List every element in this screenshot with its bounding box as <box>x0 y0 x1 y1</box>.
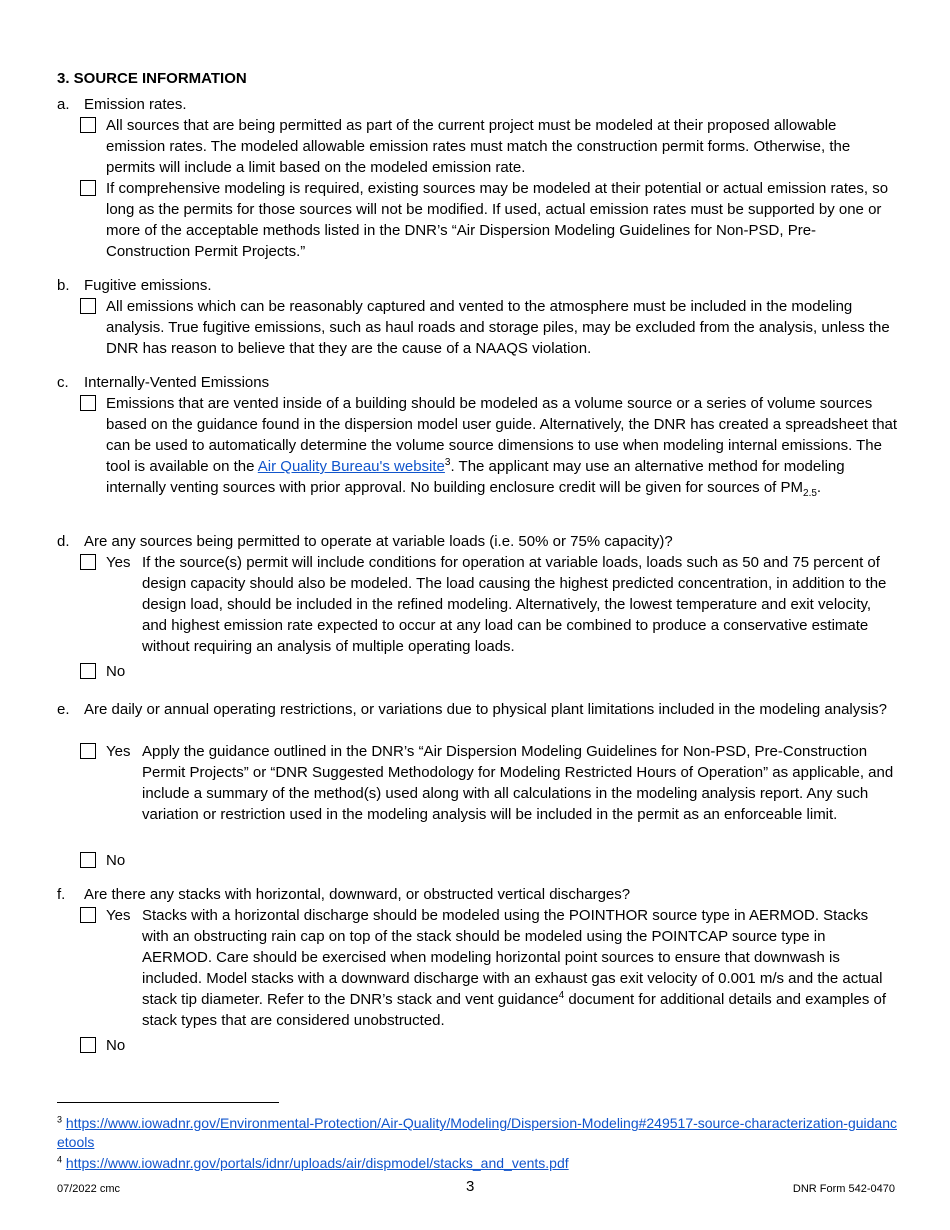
section-a-letter: a. <box>57 96 70 113</box>
section-f-no-label: No <box>106 1037 126 1054</box>
section-e-letter: e. <box>57 701 70 718</box>
section-c-item-1-text <box>106 393 898 498</box>
section-c-text-part1: Emissions that are vented inside of a building should be modeled as a volume source or a series of volume sources based on the guidance found in the dispersion model user guide. Alternatively, the DNR has created a spreadsheet that can be used to automatically determine the volume source dimensions to use when modeling internal emissions. The tool is available on the <box>106 395 898 475</box>
section-c-text-part3: . <box>816 479 822 496</box>
page-number: 3 <box>466 1178 475 1195</box>
section-d-yes-label: Yes <box>106 554 131 571</box>
footer-date: 07/2022 cmc <box>57 1183 120 1195</box>
checkbox-a2[interactable] <box>80 180 96 196</box>
section-c-text-part2: . The applicant may use an alternative method for modeling internally venting sources with prior approval. No building enclosure credit will be given for sources of PM <box>106 458 845 496</box>
section-e-yes-text: Apply the guidance outlined in the DNR’s “Air Dispersion Modeling Guidelines for Non-PSD, Pre-Construction Permit Projects” or “DNR Suggested Methodology for Modeling Restricted Hours of Operation” as applicable, and include a summary of the method(s) used along with all calculations in the modeling analysis report. Any such variation or restriction used in the modeling analysis will be included in the permit as an enforceable limit. <box>142 743 894 823</box>
checkbox-d-no[interactable] <box>80 663 96 679</box>
form-number: DNR Form 542-0470 <box>792 1183 895 1195</box>
footnote-divider <box>57 1102 279 1103</box>
checkbox-a1[interactable] <box>80 117 96 133</box>
checkbox-f-no[interactable] <box>80 1037 96 1053</box>
section-b-title: Fugitive emissions. <box>84 277 212 294</box>
section-e-title: Are daily or annual operating restrictions, or variations due to physical plant limitations included in the modeling analysis? <box>84 701 887 718</box>
checkbox-e-yes[interactable] <box>80 743 96 759</box>
section-f-yes-label: Yes <box>106 907 131 924</box>
section-f-yes-text <box>142 905 898 1031</box>
checkbox-d-yes[interactable] <box>80 554 96 570</box>
footnote-ref-3: 3 <box>444 457 451 468</box>
section-a-item-1-text: All sources that are being permitted as part of the current project must be modeled at their proposed allowable emission rates. The modeled allowable emission rates must match the construction permit forms. Otherwise, the permits will include a limit based on the modeled emission rate. <box>106 117 851 176</box>
pm-subscript: 2.5 <box>803 488 817 499</box>
section-d-yes-text: If the source(s) permit will include conditions for operation at variable loads, loads such as 50 and 75 percent of design capacity should also be modeled. The load causing the highest predicted concentration, in addition to the design load, should be included in the refined modeling. Alternatively, the lowest temperature and exit velocity, and highest emission rate expected to occur at any load can be combined to produce a conservative estimate without requiring an analysis of multiple operating loads. <box>142 554 887 655</box>
checkbox-f-yes[interactable] <box>80 907 96 923</box>
section-e-yes-label: Yes <box>106 743 131 760</box>
checkbox-b1[interactable] <box>80 298 96 314</box>
section-f-yes-text-part2: document for additional details and examples of stack types that are considered unobstructed. <box>142 991 887 1029</box>
section-d-title: Are any sources being permitted to operate at variable loads (i.e. 50% or 75% capacity)? <box>84 533 673 550</box>
footnote-3-number: 3 <box>57 1114 63 1125</box>
footnote-4-number: 4 <box>57 1154 63 1165</box>
footnote-ref-4: 4 <box>558 990 565 1001</box>
air-quality-bureau-link[interactable]: Air Quality Bureau's website <box>257 458 445 475</box>
section-a-item-2-text: If comprehensive modeling is required, existing sources may be modeled at their potential or actual emission rates, so long as the permits for those sources will not be modified. If used, actual emission rates must be supported by one or more of the acceptable methods listed in the DNR’s “Air Dispersion Modeling Guidelines for Non-PSD, Pre-Construction Permit Projects.” <box>106 180 889 260</box>
section-a-title: Emission rates. <box>84 96 187 113</box>
section-b-letter: b. <box>57 277 70 294</box>
checkbox-c1[interactable] <box>80 395 96 411</box>
section-b-item-1-text: All emissions which can be reasonably captured and vented to the atmosphere must be included in the modeling analysis. True fugitive emissions, such as haul roads and storage piles, may be excluded from the analysis, unless the DNR has reason to believe that they are the cause of a NAAQS violation. <box>106 298 890 357</box>
section-d-no-label: No <box>106 663 126 680</box>
footnote-3 <box>57 1114 902 1152</box>
footnote-4 <box>57 1154 902 1173</box>
section-f-letter: f. <box>57 886 66 903</box>
section-c-letter: c. <box>57 374 69 391</box>
section-e-no-label: No <box>106 852 126 869</box>
section-c-title: Internally-Vented Emissions <box>84 374 270 391</box>
section-heading: 3. SOURCE INFORMATION <box>57 70 247 87</box>
section-f-title: Are there any stacks with horizontal, downward, or obstructed vertical discharges? <box>84 886 631 903</box>
section-f-yes-text-part1: Stacks with a horizontal discharge should be modeled using the POINTHOR source type in AERMOD. Stacks with an obstructing rain cap on top of the stack should be modeled using the POINTCAP source type in AERMOD. Care should be exercised when modeling horizontal point sources to ensure that downwash is included. Model stacks with a downward discharge with an exhaust gas exit velocity of 0.001 m/s and the actual stack tip diameter. Refer to the DNR’s stack and vent guidance <box>142 907 883 1008</box>
footnote-4-link[interactable]: https://www.iowadnr.gov/portals/idnr/uploads/air/dispmodel/stacks_and_vents.pdf <box>65 1155 569 1171</box>
checkbox-e-no[interactable] <box>80 852 96 868</box>
section-d-letter: d. <box>57 533 70 550</box>
footnote-3-link[interactable]: https://www.iowadnr.gov/Environmental-Protection/Air-Quality/Modeling/Dispersion-Modeling#249517-source-characterization-guidancetools <box>57 1115 897 1150</box>
